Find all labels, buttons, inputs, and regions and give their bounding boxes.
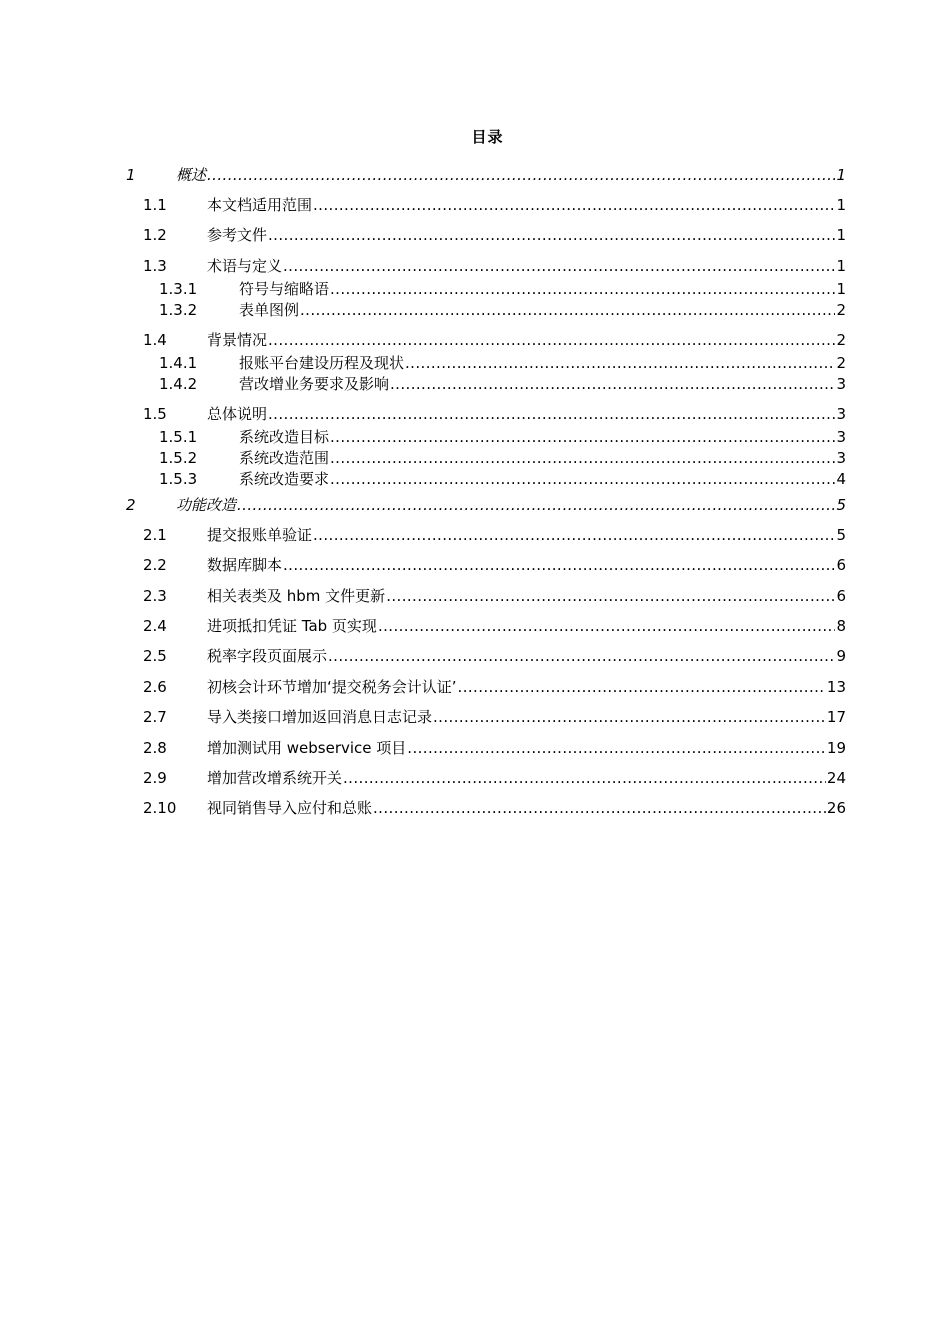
toc-entry-page: 5 (836, 495, 846, 514)
toc-entry-number: 1.1 (143, 196, 167, 214)
toc-entry-page: 4 (836, 469, 846, 488)
toc-entry-title: 表单图例 (239, 300, 300, 319)
toc-entry-page: 2 (836, 300, 846, 319)
toc-entry-1-3-2[interactable] (126, 300, 846, 321)
toc-entry-title: 报账平台建设历程及现状 (239, 353, 405, 372)
toc-dot-leader (407, 733, 826, 763)
toc-entry-1-5[interactable] (126, 399, 846, 427)
toc-entry-page: 1 (836, 256, 846, 275)
toc-dot-leader (433, 702, 826, 732)
toc-entry-2-1[interactable] (126, 520, 846, 550)
toc-entry-page: 13 (826, 677, 846, 696)
toc-entry-title: 总体说明 (207, 404, 268, 423)
toc-entry-page: 9 (836, 647, 846, 666)
toc-dot-leader (386, 581, 835, 611)
toc-entry-title: 系统改造范围 (239, 448, 330, 467)
toc-entry-title: 提交报账单验证 (207, 525, 313, 544)
toc-dot-leader (343, 763, 826, 793)
toc-entry-page: 1 (836, 166, 846, 184)
toc-entry-1[interactable] (126, 160, 846, 190)
toc-entry-page: 17 (826, 708, 846, 727)
toc-entry-title: 视同销售导入应付和总账 (207, 799, 373, 818)
toc-entry-number: 1.5.3 (159, 469, 198, 488)
toc-entry-title: 参考文件 (207, 226, 268, 245)
table-of-contents (126, 160, 846, 824)
toc-entry-number: 2 (126, 495, 136, 514)
toc-entry-number: 1.4.1 (159, 353, 198, 372)
toc-entry-2-8[interactable] (126, 733, 846, 763)
toc-entry-number: 1.3.2 (159, 300, 198, 319)
toc-entry-title: 术语与定义 (207, 256, 283, 275)
toc-entry-2-4[interactable] (126, 611, 846, 641)
toc-entry-number: 1 (126, 166, 136, 184)
toc-entry-page: 2 (836, 353, 846, 372)
toc-entry-1-4-1[interactable] (126, 353, 846, 374)
toc-entry-2-6[interactable] (126, 672, 846, 702)
toc-dot-leader (330, 279, 835, 300)
toc-entry-number: 2.4 (143, 616, 167, 635)
toc-entry-page: 19 (826, 738, 846, 757)
toc-dot-leader (300, 300, 835, 321)
toc-entry-title: 进项抵扣凭证 Tab 页实现 (207, 616, 377, 635)
toc-entry-title: 初核会计环节增加‘提交税务会计认证’ (207, 677, 457, 696)
toc-entry-title: 功能改造 (176, 495, 237, 514)
toc-entry-2[interactable] (126, 490, 846, 520)
toc-entry-page: 3 (836, 427, 846, 446)
toc-entry-title: 增加营改增系统开关 (207, 768, 343, 787)
toc-entry-1-3[interactable] (126, 251, 846, 279)
toc-entry-page: 24 (826, 768, 846, 787)
toc-dot-leader (373, 793, 826, 823)
toc-entry-title: 背景情况 (207, 330, 268, 349)
toc-dot-leader (330, 448, 835, 469)
toc-dot-leader (283, 550, 835, 580)
toc-entry-page: 2 (836, 330, 846, 349)
toc-entry-title: 符号与缩略语 (239, 279, 330, 298)
toc-entry-page: 6 (836, 586, 846, 605)
toc-dot-leader (237, 490, 835, 520)
toc-entry-page: 8 (836, 616, 846, 635)
toc-entry-page: 1 (836, 279, 846, 298)
toc-dot-leader (268, 220, 835, 250)
toc-entry-page: 3 (836, 374, 846, 393)
toc-entry-page: 26 (826, 799, 846, 818)
toc-entry-1-2[interactable] (126, 220, 846, 250)
toc-entry-title: 概述 (176, 166, 207, 184)
toc-entry-number: 2.6 (143, 677, 167, 696)
toc-entry-1-1[interactable] (126, 190, 846, 220)
toc-dot-leader (405, 353, 835, 374)
toc-dot-leader (330, 469, 835, 490)
toc-entry-title: 税率字段页面展示 (207, 647, 328, 666)
toc-entry-number: 1.5.1 (159, 427, 198, 446)
toc-entry-number: 2.1 (143, 525, 167, 544)
toc-dot-leader (268, 325, 835, 355)
toc-dot-leader (328, 641, 835, 671)
toc-entry-page: 6 (836, 556, 846, 575)
toc-entry-number: 1.5.2 (159, 448, 198, 467)
toc-dot-leader (330, 427, 835, 448)
toc-entry-number: 2.8 (143, 738, 167, 757)
toc-entry-title: 数据库脚本 (207, 556, 283, 575)
toc-entry-number: 1.3.1 (159, 279, 198, 298)
toc-entry-number: 1.4 (143, 330, 167, 349)
toc-entry-number: 1.2 (143, 226, 167, 245)
toc-entry-title: 系统改造要求 (239, 469, 330, 488)
toc-entry-1-4[interactable] (126, 325, 846, 353)
toc-entry-2-5[interactable] (126, 641, 846, 671)
toc-entry-1-5-1[interactable] (126, 427, 846, 448)
toc-entry-title: 系统改造目标 (239, 427, 330, 446)
toc-entry-number: 2.7 (143, 708, 167, 727)
toc-entry-1-3-1[interactable] (126, 279, 846, 300)
toc-entry-1-5-2[interactable] (126, 448, 846, 469)
toc-entry-2-3[interactable] (126, 581, 846, 611)
toc-entry-1-4-2[interactable] (126, 374, 846, 395)
toc-dot-leader (313, 190, 835, 220)
toc-entry-2-2[interactable] (126, 550, 846, 580)
toc-entry-title: 本文档适用范围 (207, 196, 313, 214)
toc-dot-leader (390, 374, 835, 395)
toc-entry-number: 1.3 (143, 256, 167, 275)
toc-entry-page: 1 (836, 226, 846, 245)
toc-dot-leader (458, 672, 826, 702)
toc-entry-page: 3 (836, 404, 846, 423)
toc-dot-leader (207, 160, 835, 190)
toc-entry-2-9[interactable] (126, 763, 846, 793)
toc-entry-title: 导入类接口增加返回消息日志记录 (207, 708, 433, 727)
toc-dot-leader (268, 399, 835, 429)
toc-entry-2-10[interactable] (126, 793, 846, 823)
toc-entry-number: 2.9 (143, 768, 167, 787)
toc-entry-page: 5 (836, 525, 846, 544)
toc-title: 目录 (471, 128, 504, 146)
toc-dot-leader (378, 611, 836, 641)
toc-entry-page: 3 (836, 448, 846, 467)
toc-entry-page: 1 (836, 196, 846, 214)
toc-entry-number: 2.2 (143, 556, 167, 575)
toc-entry-number: 1.5 (143, 404, 167, 423)
toc-entry-1-5-3[interactable] (126, 469, 846, 490)
toc-dot-leader (313, 520, 835, 550)
toc-entry-number: 2.5 (143, 647, 167, 666)
toc-entry-number: 2.10 (143, 799, 177, 818)
toc-entry-title: 营改增业务要求及影响 (239, 374, 390, 393)
toc-entry-number: 1.4.2 (159, 374, 198, 393)
toc-entry-title: 相关表类及 hbm 文件更新 (207, 586, 386, 605)
toc-dot-leader (283, 251, 835, 281)
toc-entry-title: 增加测试用 webservice 项目 (207, 738, 407, 757)
toc-entry-2-7[interactable] (126, 702, 846, 732)
toc-entry-number: 2.3 (143, 586, 167, 605)
